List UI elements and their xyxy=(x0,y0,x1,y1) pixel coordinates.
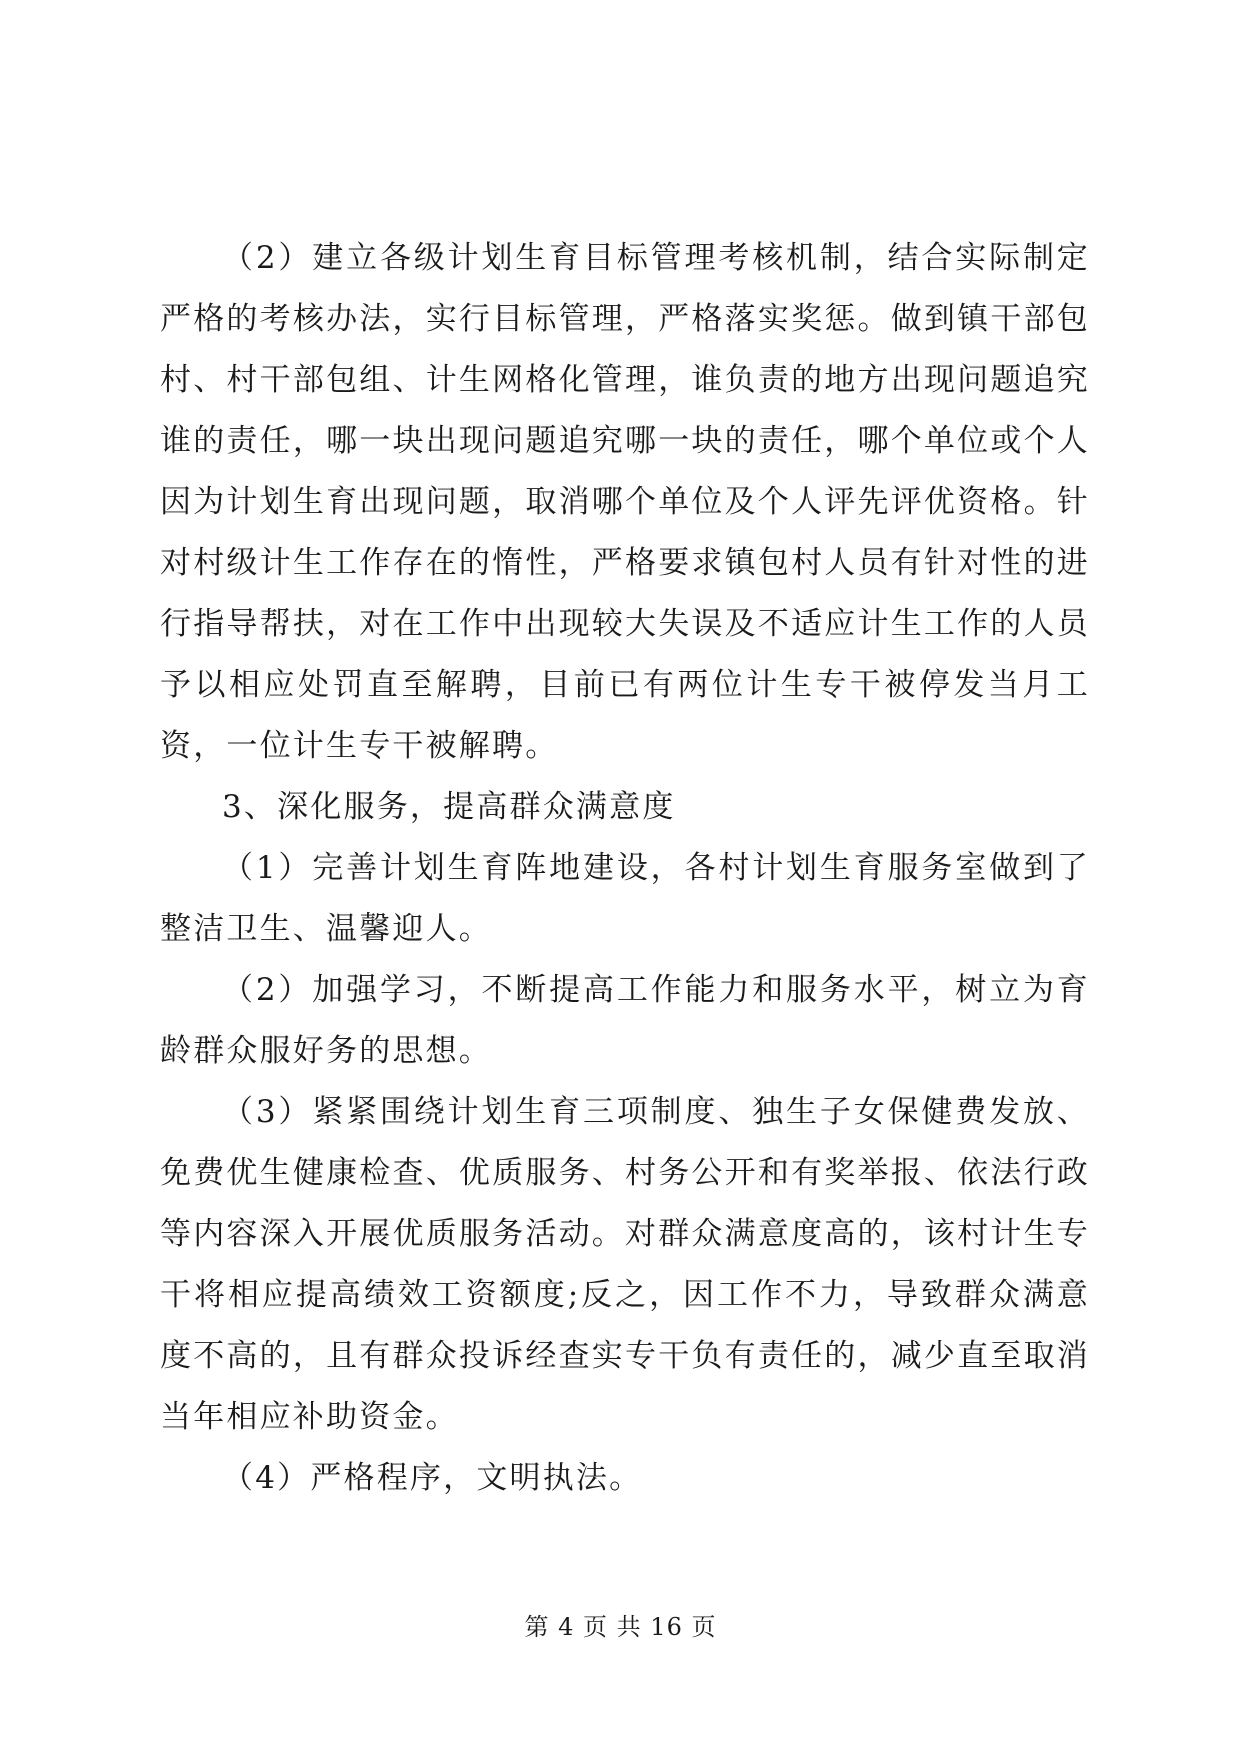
paragraph-quality-service: （3）紧紧围绕计划生育三项制度、独生子女保健费发放、免费优生健康检查、优质服务、村务公开和有奖举报、依法行政等内容深入开展优质服务活动。对群众满意度高的，该村计生专干将相应提高绩效工资额度;反之，因工作不力，导致群众满意度不高的，且有群众投诉经查实专干负有责任的，减少直至取消当年相应补助资金。 xyxy=(160,1094,1090,1435)
paragraph-target-mechanism: （2）建立各级计划生育目标管理考核机制，结合实际制定严格的考核办法，实行目标管理，严格落实奖惩。做到镇干部包村、村干部包组、计生网格化管理，谁负责的地方出现问题追究谁的责任，哪一块出现问题追究哪一块的责任，哪个单位或个人因为计划生育出现问题，取消哪个单位及个人评先评优资格。针对村级计生工作存在的惰性，严格要求镇包村人员有针对性的进行指导帮扶，对在工作中出现较大失误及不适应计生工作的人员予以相应处罚直至解聘，目前已有两位计生专干被停发当月工资，一位计生专干被解聘。 xyxy=(160,240,1090,764)
page-number-footer: 第 4 页 共 16 页 xyxy=(524,1613,717,1641)
paragraph-law-enforcement: （4）严格程序，文明执法。 xyxy=(222,1460,643,1496)
section-heading-service: 3、深化服务，提高群众满意度 xyxy=(222,789,676,825)
paragraph-strengthen-learning: （2）加强学习，不断提高工作能力和服务水平，树立为育龄群众服好务的思想。 xyxy=(160,972,1090,1069)
document-body xyxy=(160,228,1090,1509)
paragraph-facility-construction: （1）完善计划生育阵地建设，各村计划生育服务室做到了整洁卫生、温馨迎人。 xyxy=(160,850,1090,947)
